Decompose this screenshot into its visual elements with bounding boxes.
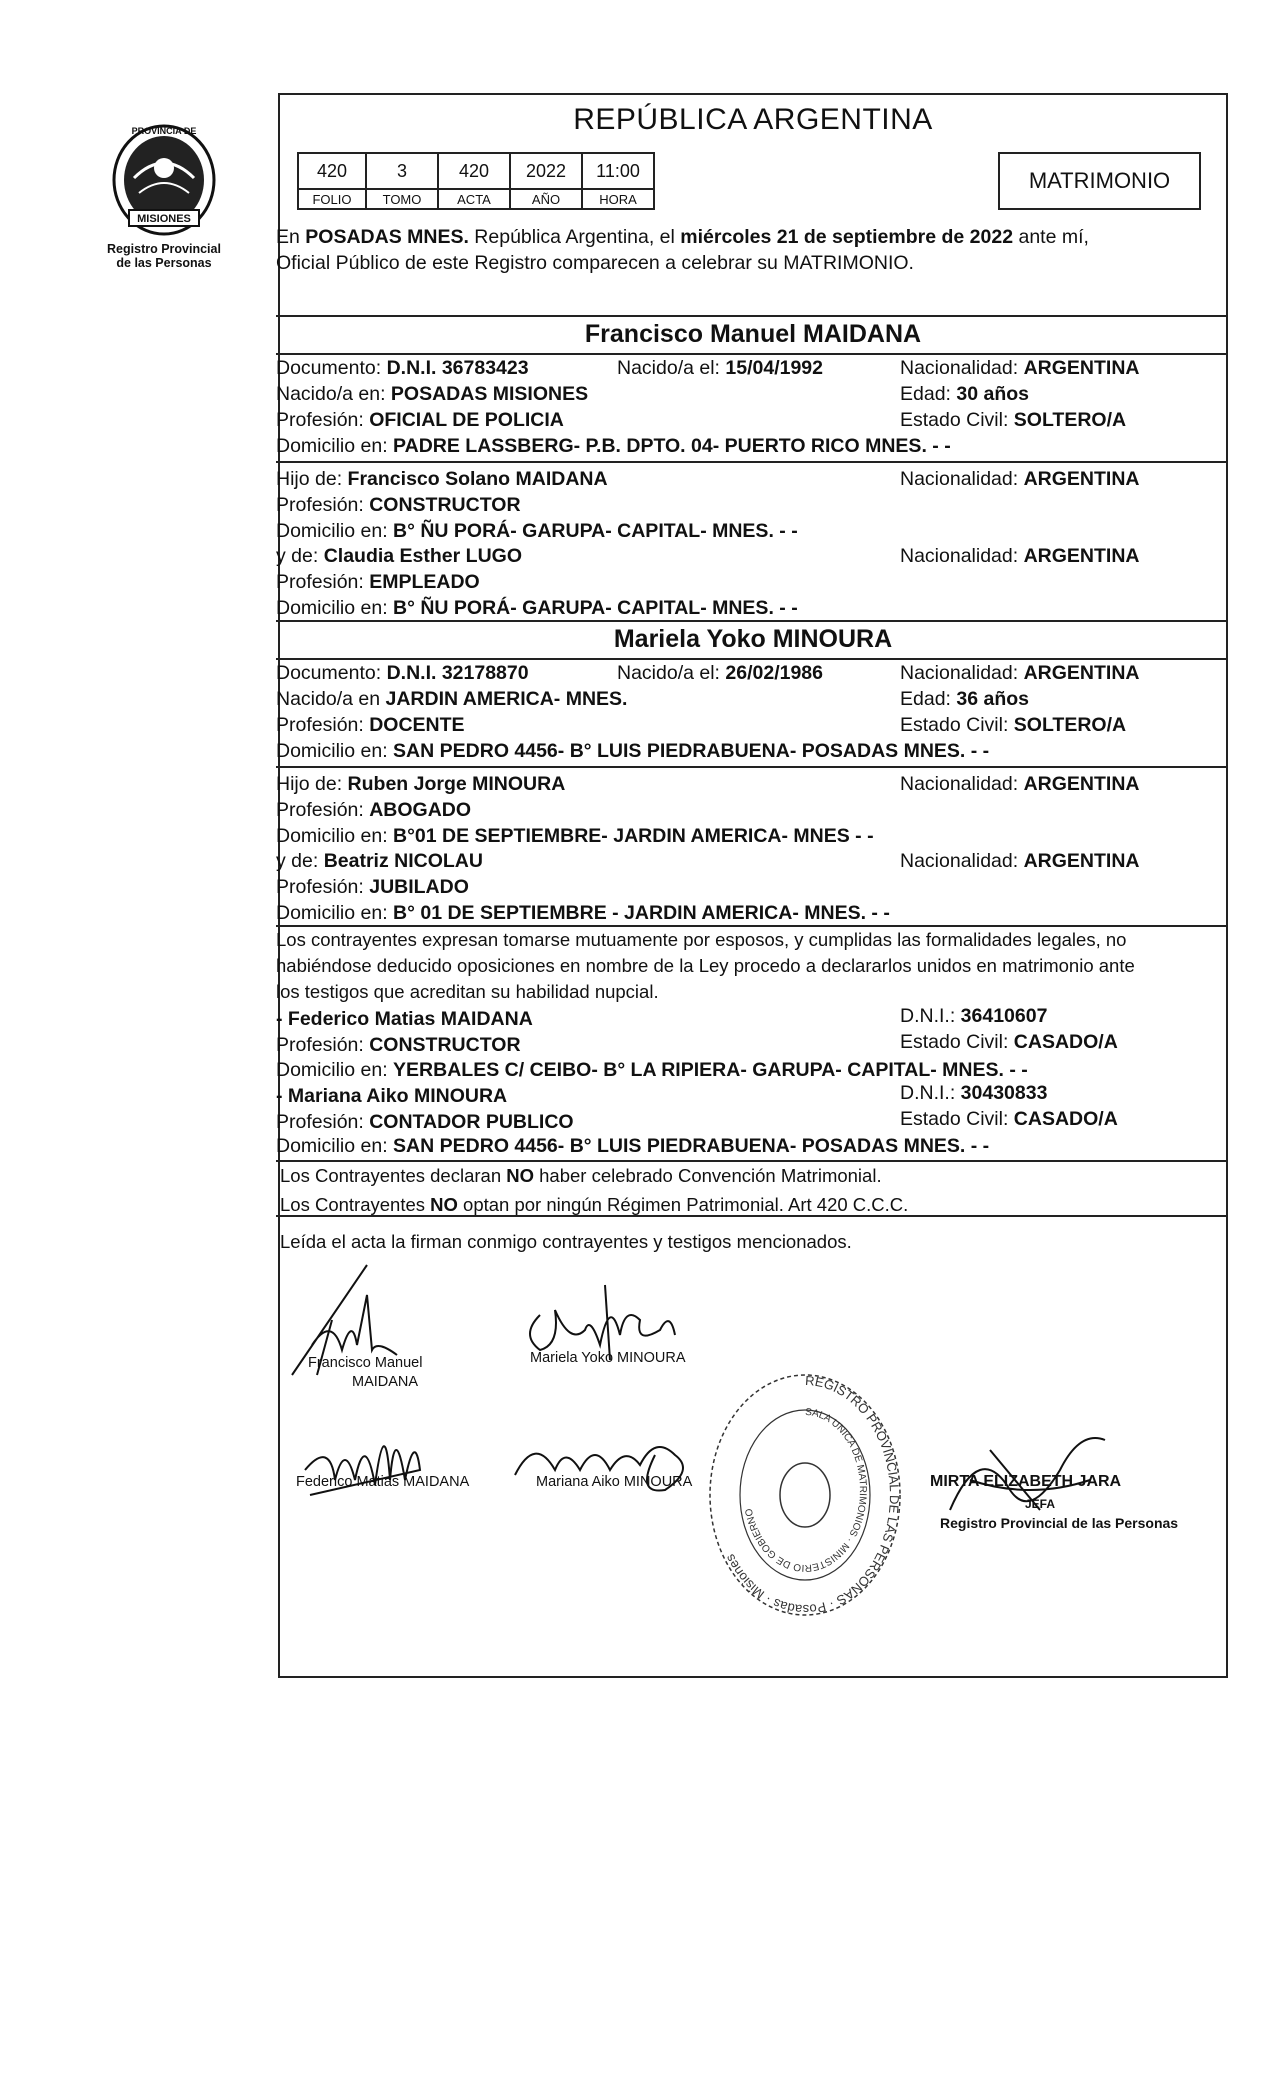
- groom-birthplace: Nacido/a en: POSADAS MISIONES: [276, 383, 589, 405]
- tomo-label: TOMO: [366, 189, 438, 209]
- divider: [276, 1160, 1228, 1162]
- groom-father-nationality: Nacionalidad: ARGENTINA: [900, 468, 1140, 490]
- regime-line-2: Los Contrayentes NO optan por ningún Régimen Patrimonial. Art 420 C.C.C.: [280, 1194, 909, 1215]
- registry-name: [94, 242, 234, 270]
- divider: [276, 620, 1228, 622]
- witness2-signature: [505, 1415, 715, 1505]
- divider: [276, 766, 1228, 768]
- groom-civil-status: Estado Civil: SOLTERO/A: [900, 409, 1127, 431]
- intro-place: POSADAS MNES.: [305, 226, 469, 248]
- bride-father-address: Domicilio en: B°01 DE SEPTIEMBRE- JARDIN AMERICA- MNES - -: [276, 825, 874, 847]
- witness2-dni: D.N.I.: 30430833: [900, 1082, 1048, 1104]
- intro-line-1: En POSADAS MNES. República Argentina, el miércoles 21 de septiembre de 2022 ante mí,: [276, 226, 1089, 248]
- witness1-address: Domicilio en: YERBALES C/ CEIBO- B° LA RIPIERA- GARUPA- CAPITAL- MNES. - -: [276, 1059, 1028, 1081]
- folio-label: FOLIO: [298, 189, 366, 209]
- bride-mother: y de: Beatriz NICOLAU: [276, 850, 483, 872]
- bride-signature-caption: Mariela Yoko MINOURA: [530, 1350, 686, 1366]
- groom-father-address: Domicilio en: B° ÑU PORÁ- GARUPA- CAPITAL- MNES. - -: [276, 520, 798, 542]
- stamp-ring-text: REGISTRO PROVINCIAL DE LAS PERSONAS · Posadas · Misiones: [722, 1372, 903, 1618]
- registry-reference-table: [297, 152, 655, 210]
- witness2-profession: Profesión: CONTADOR PUBLICO: [276, 1111, 574, 1133]
- witness1-signature-caption: Federico Matias MAIDANA: [296, 1474, 470, 1490]
- bride-profession: Profesión: DOCENTE: [276, 714, 465, 736]
- groom-mother-nationality: Nacionalidad: ARGENTINA: [900, 545, 1140, 567]
- declaration-line-2: habiéndose deducido oposiciones en nombre de la Ley procedo a declararlos unidos en matrimonio ante: [276, 955, 1135, 976]
- bride-father-nationality: Nacionalidad: ARGENTINA: [900, 773, 1140, 795]
- groom-name: Francisco Manuel MAIDANA: [584, 320, 922, 348]
- bride-mother-nationality: Nacionalidad: ARGENTINA: [900, 850, 1140, 872]
- bride-father-profession: Profesión: ABOGADO: [276, 799, 472, 821]
- groom-father-profession: Profesión: CONSTRUCTOR: [276, 494, 521, 516]
- hora-label: HORA: [582, 189, 654, 209]
- province-emblem: [94, 118, 234, 270]
- groom-mother-address: Domicilio en: B° ÑU PORÁ- GARUPA- CAPITAL- MNES. - -: [276, 597, 798, 619]
- intro-line-2: Oficial Público de este Registro comparecen a celebrar su MATRIMONIO.: [276, 252, 914, 274]
- misiones-seal-icon: [109, 118, 219, 238]
- bride-address: Domicilio en: SAN PEDRO 4456- B° LUIS PIEDRABUENA- POSADAS MNES. - -: [276, 740, 990, 762]
- bride-nationality: Nacionalidad: ARGENTINA: [900, 662, 1140, 684]
- groom-father: Hijo de: Francisco Solano MAIDANA: [276, 468, 608, 490]
- witness2-civil-status: Estado Civil: CASADO/A: [900, 1108, 1118, 1130]
- groom-nationality: Nacionalidad: ARGENTINA: [900, 357, 1140, 379]
- witness1-name: - Federico Matias MAIDANA: [276, 1008, 533, 1030]
- groom-address: Domicilio en: PADRE LASSBERG- P.B. DPTO. 04- PUERTO RICO MNES. - -: [276, 435, 951, 457]
- divider: [276, 1215, 1228, 1217]
- witness1-signature: [290, 1400, 460, 1510]
- groom-mother-profession: Profesión: EMPLEADO: [276, 571, 480, 593]
- regime-line-1: Los Contrayentes declaran NO haber celebrado Convención Matrimonial.: [280, 1165, 882, 1186]
- document-title: REPÚBLICA ARGENTINA: [573, 103, 933, 136]
- closing-statement: Leída el acta la firman conmigo contrayentes y testigos mencionados.: [280, 1231, 852, 1252]
- anio-value: 2022: [510, 153, 582, 189]
- official-role: JEFA: [1025, 1497, 1056, 1511]
- bride-name: Mariela Yoko MINOURA: [613, 625, 893, 653]
- bride-age: Edad: 36 años: [900, 688, 1030, 710]
- declaration-line-3: los testigos que acreditan su habilidad nupcial.: [276, 981, 659, 1002]
- witness1-dni: D.N.I.: 36410607: [900, 1005, 1048, 1027]
- groom-age: Edad: 30 años: [900, 383, 1030, 405]
- intro-date: miércoles 21 de septiembre de 2022: [680, 226, 1014, 248]
- divider: [276, 461, 1228, 463]
- bride-document: Documento: D.N.I. 32178870: [276, 662, 529, 684]
- groom-mother: y de: Claudia Esther LUGO: [276, 545, 522, 567]
- bride-civil-status: Estado Civil: SOLTERO/A: [900, 714, 1127, 736]
- divider: [276, 315, 1228, 317]
- official-name: MIRTA ELIZABETH JARA: [930, 1473, 1122, 1490]
- bride-mother-address: Domicilio en: B° 01 DE SEPTIEMBRE - JARDIN AMERICA- MNES. - -: [276, 902, 890, 924]
- groom-profession: Profesión: OFICIAL DE POLICIA: [276, 409, 564, 431]
- witness1-civil-status: Estado Civil: CASADO/A: [900, 1031, 1118, 1053]
- acta-value: 420: [438, 153, 510, 189]
- declaration-line-1: Los contrayentes expresan tomarse mutuamente por esposos, y cumplidas las formalidades legales, no: [276, 929, 1127, 950]
- folio-value: 420: [298, 153, 366, 189]
- witness2-name: - Mariana Aiko MINOURA: [276, 1085, 508, 1107]
- witness2-address: Domicilio en: SAN PEDRO 4456- B° LUIS PIEDRABUENA- POSADAS MNES. - -: [276, 1135, 990, 1157]
- bride-mother-profession: Profesión: JUBILADO: [276, 876, 469, 898]
- anio-label: AÑO: [510, 189, 582, 209]
- registry-name-line1: Registro Provincial: [107, 242, 221, 256]
- registry-name-line2: de las Personas: [116, 256, 212, 270]
- bride-birthdate: Nacido/a el: 26/02/1986: [617, 662, 824, 684]
- bride-father: Hijo de: Ruben Jorge MINOURA: [276, 773, 566, 795]
- witness1-profession: Profesión: CONSTRUCTOR: [276, 1034, 521, 1056]
- groom-signature-caption-2: MAIDANA: [352, 1374, 419, 1390]
- stamp-inner-text: SALA UNICA DE MATRIMONIOS · MINISTERIO DE GOBIERNO: [743, 1406, 868, 1574]
- tomo-value: 3: [366, 153, 438, 189]
- groom-birthdate: Nacido/a el: 15/04/1992: [617, 357, 824, 379]
- hora-value: 11:00: [582, 153, 654, 189]
- registry-stamp: [700, 1365, 910, 1625]
- act-type-box: MATRIMONIO: [998, 152, 1201, 210]
- official-organization: Registro Provincial de las Personas: [940, 1515, 1179, 1531]
- groom-document: Documento: D.N.I. 36783423: [276, 357, 529, 379]
- witness2-signature-caption: Mariana Aiko MINOURA: [536, 1474, 693, 1490]
- svg-text:MISIONES: MISIONES: [137, 213, 191, 225]
- bride-birthplace: Nacido/a en JARDIN AMERICA- MNES.: [276, 688, 628, 710]
- svg-text:PROVINCIA DE: PROVINCIA DE: [131, 126, 197, 136]
- groom-signature-caption-1: Francisco Manuel: [308, 1355, 423, 1371]
- acta-label: ACTA: [438, 189, 510, 209]
